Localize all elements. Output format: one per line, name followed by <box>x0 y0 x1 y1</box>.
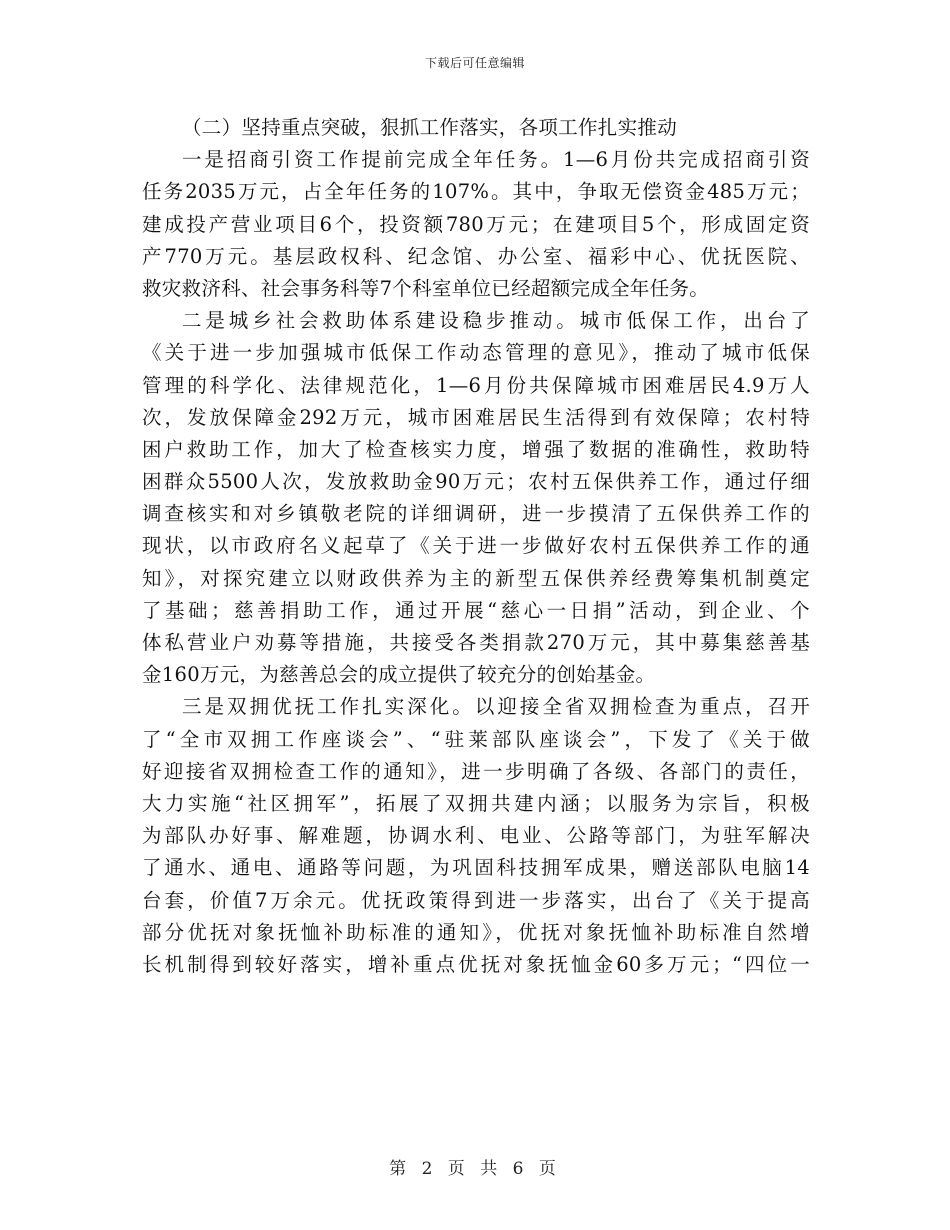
text-line: 产770万元。基层政权科、纪念馆、办公室、福彩中心、优抚医院、 <box>142 244 810 268</box>
text-line: 了基础；慈善捐助工作，通过开展“慈心一日捐”活动，到企业、个 <box>142 598 810 622</box>
text-line: 《关于进一步加强城市低保工作动态管理的意见》，推动了城市低保 <box>142 341 810 365</box>
text-line: 三是双拥优抚工作扎实深化。以迎接全省双拥检查为重点，召开 <box>182 695 810 719</box>
text-line: 困户救助工作，加大了检查核实力度，增强了数据的准确性，救助特 <box>142 437 810 461</box>
text-line: 体私营业户劝募等措施，共接受各类捐款270万元，其中募集慈善基 <box>142 631 810 654</box>
text-line: 救灾救济科、社会事务科等7个科室单位已经超额完成全年任务。 <box>142 276 710 300</box>
text-line: 部分优抚对象抚恤补助标准的通知》，优抚对象抚恤补助标准自然增 <box>142 920 810 944</box>
page-footer: 第 2 页 共 6 页 <box>389 1159 561 1179</box>
text-line: 长机制得到较好落实，增补重点优抚对象抚恤金60多万元；“四位一 <box>142 952 810 976</box>
text-line: 大力实施“社区拥军”，拓展了双拥共建内涵；以服务为宗旨，积极 <box>142 791 810 815</box>
text-line: 次，发放保障金292万元，城市困难居民生活得到有效保障；农村特 <box>142 405 810 429</box>
text-line: 好迎接省双拥检查工作的通知》，进一步明确了各级、各部门的责任， <box>142 759 810 783</box>
text-line: 台套，价值7万余元。优抚政策得到进一步落实，出台了《关于提高 <box>142 888 810 912</box>
text-line: 建成投产营业项目6个，投资额780万元；在建项目5个，形成固定资 <box>142 212 810 236</box>
text-line: 了通水、通电、通路等问题，为巩固科技拥军成果，赠送部队电脑14 <box>142 856 810 880</box>
text-line: 知》，对探究建立以财政供养为主的新型五保供养经费筹集机制奠定 <box>142 566 810 590</box>
text-line: 二是城乡社会救助体系建设稳步推动。城市低保工作，出台了 <box>182 309 810 333</box>
page-header: 下载后可任意编辑 <box>424 56 525 70</box>
text-line: 了“全市双拥工作座谈会”、“驻莱部队座谈会”，下发了《关于做 <box>142 727 810 751</box>
text-line: 金160万元，为慈善总会的成立提供了较充分的创始基金。 <box>142 663 656 687</box>
document-body <box>142 112 810 981</box>
text-line: 一是招商引资工作提前完成全年任务。1—6月份共完成招商引资 <box>182 148 810 172</box>
text-line: 管理的科学化、法律规范化，1—6月份共保障城市困难居民4.9万人 <box>142 373 810 397</box>
text-line: 为部队办好事、解难题，协调水利、电业、公路等部门，为驻军解决 <box>142 824 810 848</box>
text-line: 困群众5500人次，发放救助金90万元；农村五保供养工作，通过仔细 <box>142 470 810 494</box>
text-line: 调查核实和对乡镇敬老院的详细调研，进一步摸清了五保供养工作的 <box>142 502 810 526</box>
text-line: 现状，以市政府名义起草了《关于进一步做好农村五保供养工作的通 <box>142 534 810 558</box>
text-line: 任务2035万元，占全年任务的107%。其中，争取无偿资金485万元； <box>142 180 810 204</box>
text-line: （二）坚持重点突破，狠抓工作落实，各项工作扎实推动 <box>182 116 678 139</box>
